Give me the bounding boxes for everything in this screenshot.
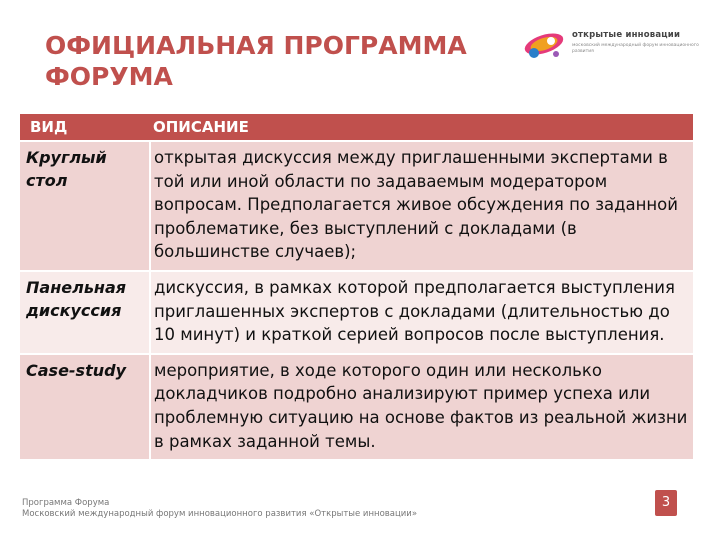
- forum-logo: [520, 26, 705, 66]
- page-title-line-2: ФОРУМА: [45, 62, 173, 91]
- table-row: [20, 271, 693, 354]
- row-type-line: Case-study: [26, 360, 126, 380]
- logo-subtitle: московский международный форум инновационного развития: [572, 43, 699, 54]
- forum-logo-icon: [520, 26, 570, 66]
- row-type: [20, 354, 150, 459]
- row-type: [20, 271, 150, 354]
- row-type: [20, 141, 150, 271]
- row-description: дискуссия, в рамках которой предполагается выступления приглашенных экспертов с докладами (длительностью до 10 минут) и краткой серией вопросов после выступления.: [150, 271, 693, 354]
- row-description: мероприятие, в ходе которого один или несколько докладчиков подробно анализируют пример успеха или проблемную ситуацию на основе фактов из реальной жизни в рамках заданной темы.: [150, 354, 693, 459]
- page-title-line-1: ОФИЦИАЛЬНАЯ ПРОГРАММА: [45, 31, 467, 60]
- row-type-line: дискуссия: [26, 300, 122, 320]
- footer: [22, 498, 417, 520]
- footer-line-2: Московский международный форум инновационного развития «Открытые инновации»: [22, 509, 418, 519]
- program-table: [20, 114, 693, 459]
- column-header-type: ВИД: [20, 114, 150, 141]
- row-type-line: стол: [26, 171, 68, 190]
- row-description: открытая дискуссия между приглашенными экспертами в той или иной области по задаваемым модератором вопросам. Предполагается живое обсуждения по заданной проблематике, без выступлений с докладами (в большинстве случаев);: [150, 141, 693, 271]
- table-header-row: [20, 114, 693, 141]
- logo-name: открытые инновации: [572, 30, 681, 40]
- footer-line-1: Программа Форума: [22, 498, 110, 508]
- row-type-line: Панельная: [26, 277, 127, 297]
- page-number-badge: 3: [655, 490, 677, 516]
- table-row: [20, 141, 693, 271]
- column-header-description: ОПИСАНИЕ: [150, 114, 693, 141]
- table-row: [20, 354, 693, 459]
- page-title: [45, 30, 505, 92]
- row-type-line: Круглый: [26, 148, 107, 167]
